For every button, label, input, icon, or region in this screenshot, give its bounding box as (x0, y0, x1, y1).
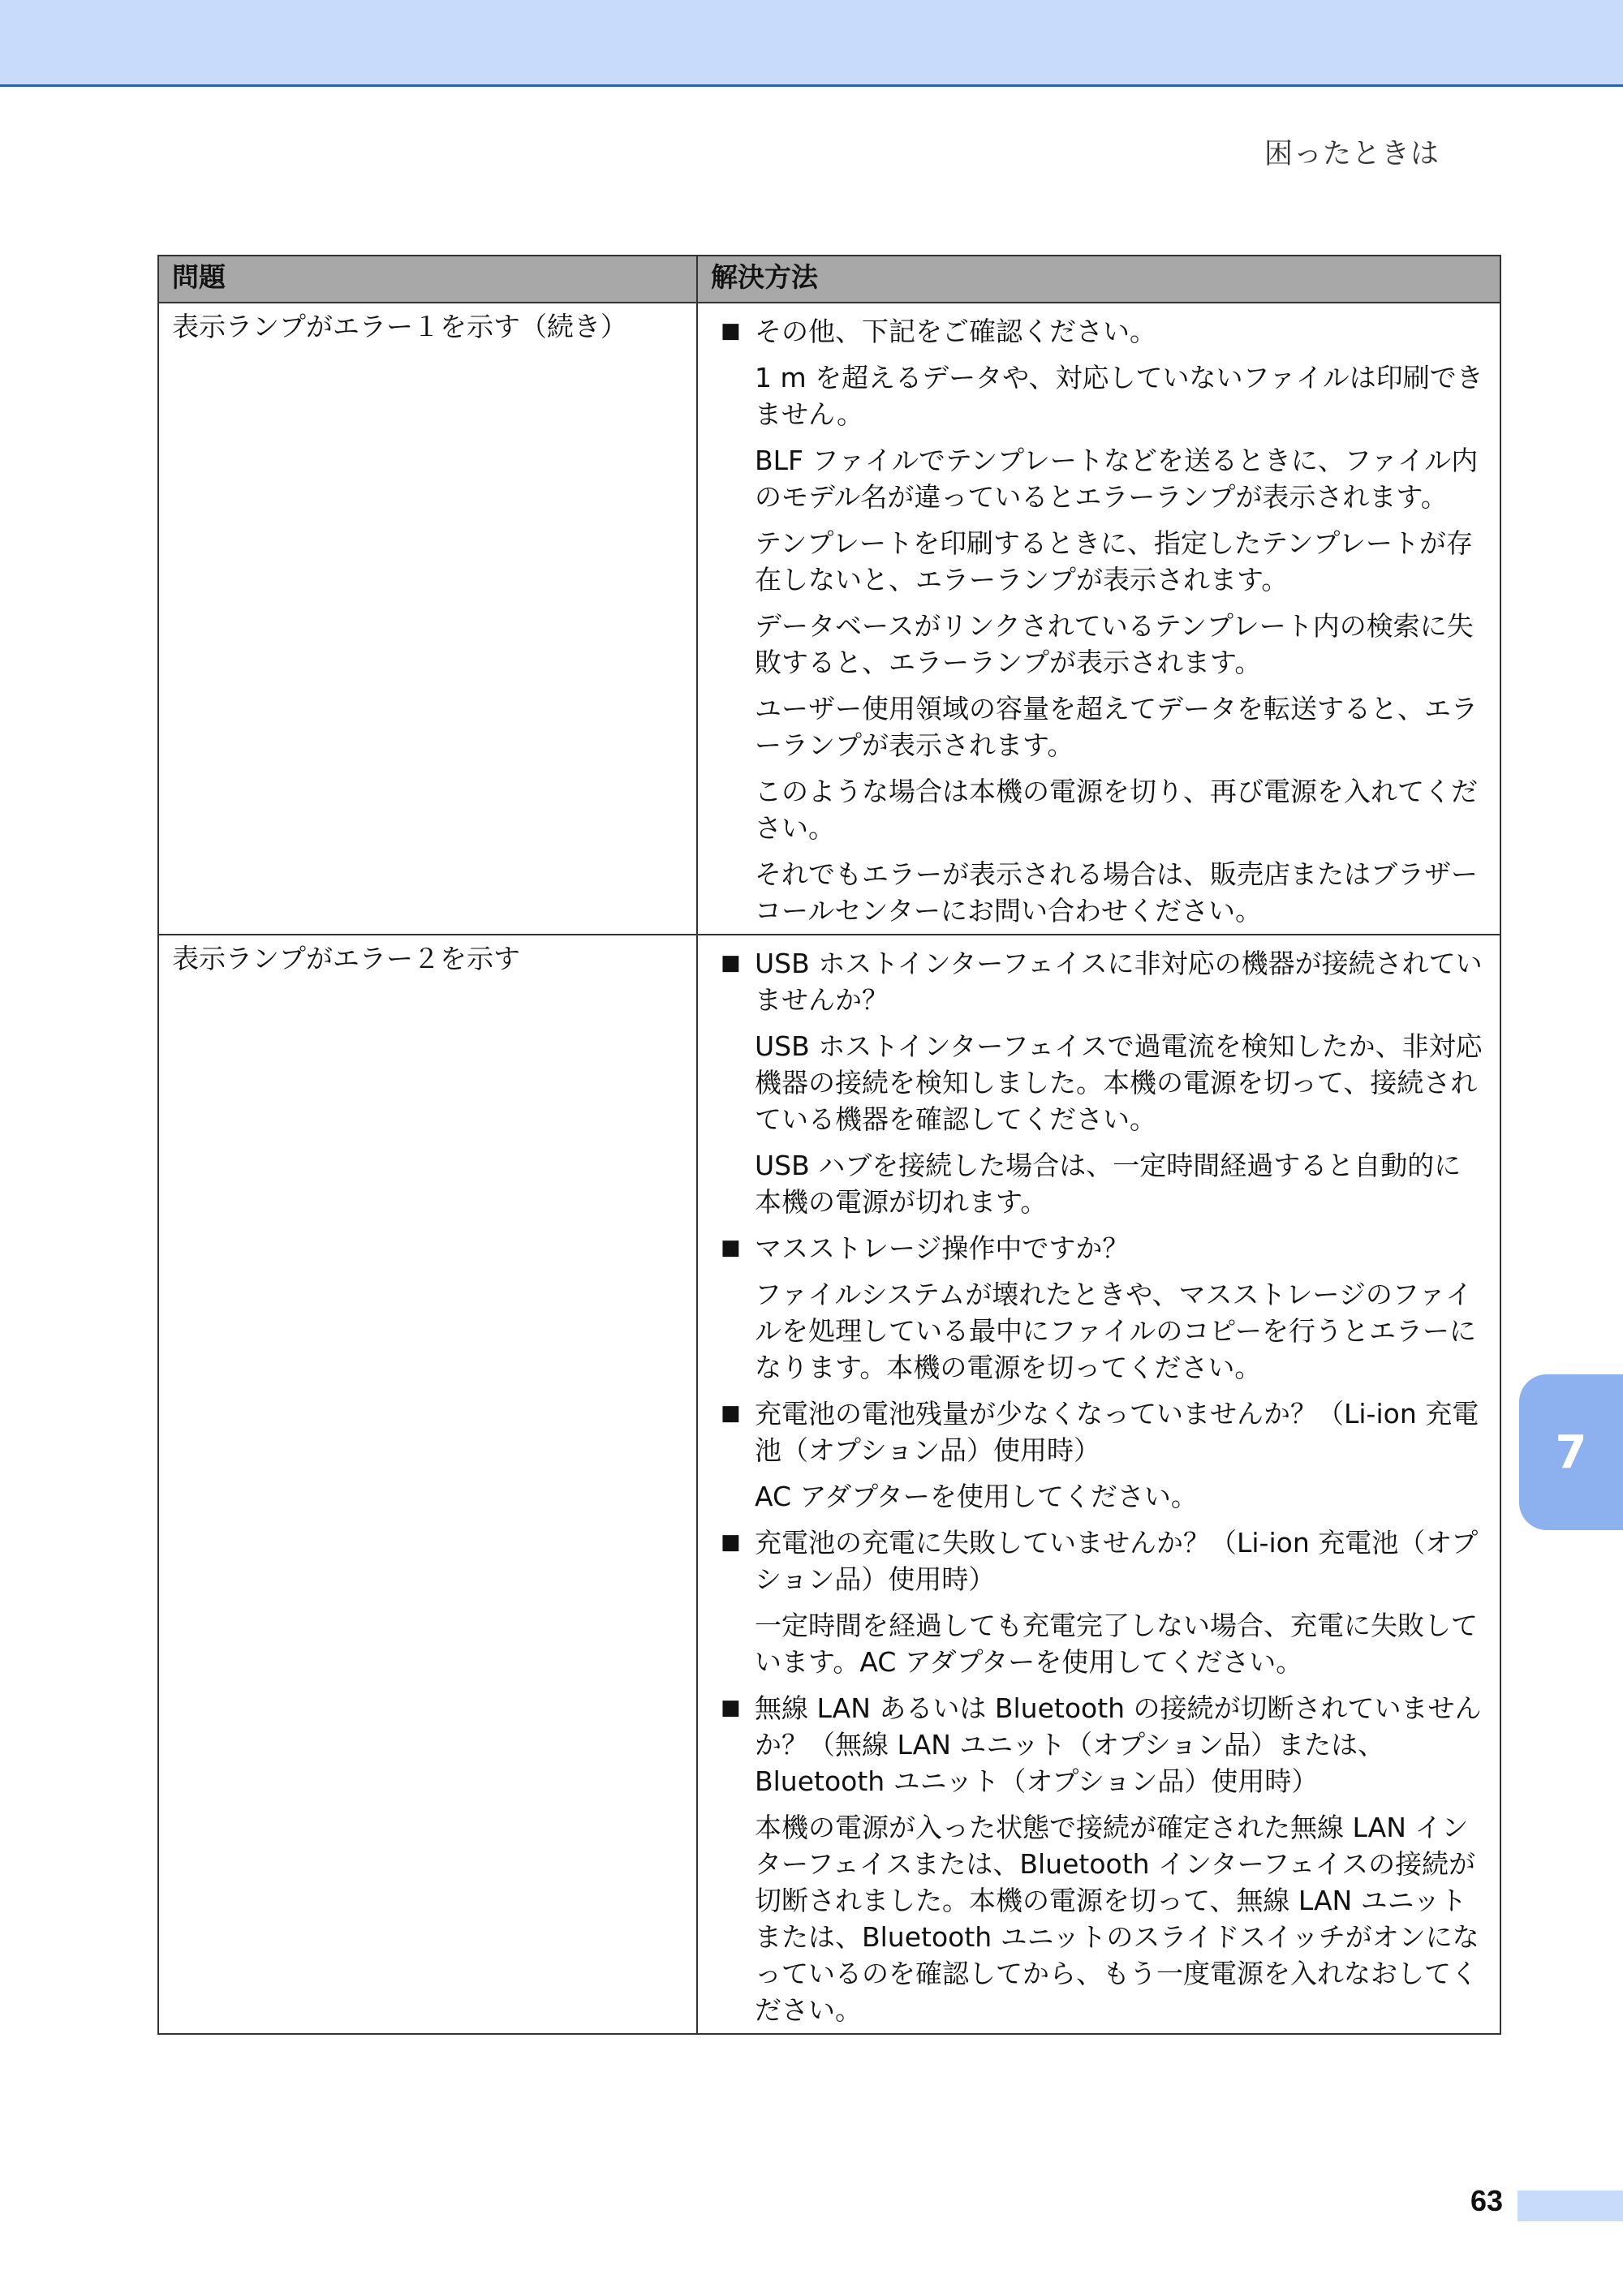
solution-paragraph: テンプレートを印刷するときに、指定したテンプレートが存在しないと、エラーランプが表示されます。 (755, 527, 1474, 595)
page-number-bar (1518, 2191, 1623, 2221)
solution-paragraph: AC アダプターを使用してください。 (755, 1481, 1198, 1512)
problem-cell: 表示ランプがエラー２を示す (158, 935, 697, 2034)
solution-paragraph: USB ハブを接続した場合は、一定時間経過すると自動的に本機の電源が切れます。 (755, 1150, 1462, 1218)
bullet-text: その他、下記をご確認ください。 (755, 316, 1156, 347)
square-bullet-icon (711, 313, 755, 350)
table-row (158, 303, 1500, 935)
solution-bullet-item (711, 1230, 1487, 1266)
bullet-text: 充電池の電池残量が少なくなっていませんか？（Li-ion 充電池（オプション品）使用時） (755, 1398, 1479, 1466)
square-bullet-icon (711, 1524, 755, 1597)
table-header-row (158, 256, 1500, 303)
section-title: 困ったときは (1264, 138, 1440, 170)
solution-paragraph: ファイルシステムが壊れたときや、マスストレージのファイルを処理している最中にファイルのコピーを行うとエラーになります。本機の電源を切ってください。 (755, 1279, 1477, 1383)
bullet-text: 無線 LAN あるいは Bluetooth の接続が切断されていませんか？（無線 LAN ユニット（オプション品）または、Bluetooth ユニット（オプション品）使用時） (755, 1692, 1482, 1797)
chapter-tab: 7 (1519, 1374, 1623, 1530)
square-bullet-icon (711, 945, 755, 1018)
troubleshooting-table (157, 255, 1501, 2035)
solution-bullet-item (711, 1524, 1487, 1597)
bullet-text: USB ホストインターフェイスに非対応の機器が接続されていませんか？ (755, 948, 1483, 1016)
solution-paragraph: USB ホストインターフェイスで過電流を検知したか、非対応機器の接続を検知しました。本機の電源を切って、接続されている機器を確認してください。 (755, 1030, 1483, 1135)
page-number: 63 (1470, 2184, 1504, 2217)
solution-bullet-item (711, 1395, 1487, 1468)
solution-paragraph: BLF ファイルでテンプレートなどを送るときに、ファイル内のモデル名が違っているとエラーランプが表示されます。 (755, 445, 1479, 513)
square-bullet-icon (711, 1395, 755, 1468)
square-bullet-icon (711, 1690, 755, 1799)
bullet-text: マスストレージ操作中ですか？ (755, 1232, 1130, 1264)
column-header-problem: 問題 (158, 256, 697, 303)
solution-paragraph: 1 m を超えるデータや、対応していないファイルは印刷できません。 (755, 362, 1483, 430)
solution-paragraph: 本機の電源が入った状態で接続が確定された無線 LAN インターフェイスまたは、Bluetooth インターフェイスの接続が切断されました。本機の電源を切って、無線 LAN ユニットまたは、Bluetooth ユニットのスライドスイッチがオンになっているのを確認してから、もう一度電源を入れなおしてください。 (755, 1812, 1479, 2026)
solution-paragraph: ユーザー使用領域の容量を超えてデータを転送すると、エラーランプが表示されます。 (755, 693, 1478, 761)
problem-cell: 表示ランプがエラー１を示す（続き） (158, 303, 697, 935)
solution-paragraph: データベースがリンクされているテンプレート内の検索に失敗すると、エラーランプが表示されます。 (755, 610, 1474, 678)
solution-bullet-item (711, 313, 1487, 350)
solution-cell (697, 935, 1500, 2034)
bullet-text: 充電池の充電に失敗していませんか？（Li-ion 充電池（オプション品）使用時） (755, 1527, 1479, 1595)
solution-paragraph: それでもエラーが表示される場合は、販売店またはブラザーコールセンターにお問い合わせください。 (755, 858, 1478, 927)
solution-bullet-item (711, 945, 1487, 1018)
solution-paragraph: このような場合は本機の電源を切り、再び電源を入れてください。 (755, 776, 1478, 844)
square-bullet-icon (711, 1230, 755, 1266)
solution-cell (697, 303, 1500, 935)
solution-paragraph: 一定時間を経過しても充電完了しない場合、充電に失敗しています。AC アダプターを使用してください。 (755, 1610, 1478, 1678)
solution-bullet-item (711, 1690, 1487, 1799)
table-row (158, 935, 1500, 2034)
column-header-solution: 解決方法 (697, 256, 1500, 303)
header-band (0, 0, 1623, 87)
